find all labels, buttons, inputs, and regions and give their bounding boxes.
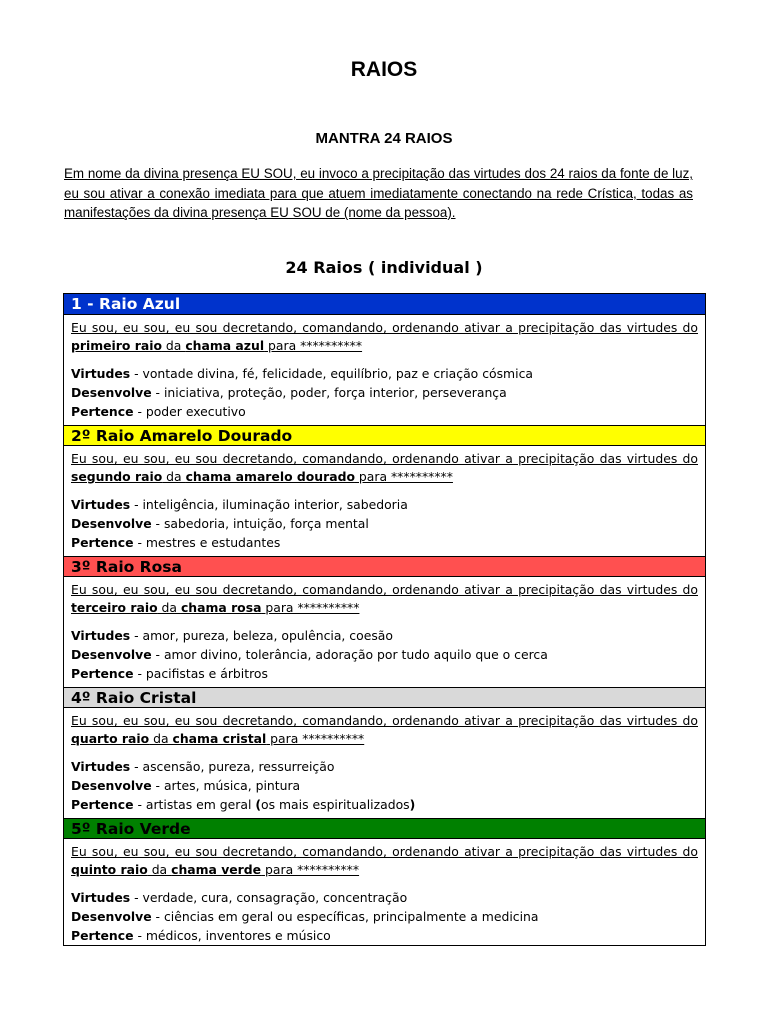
flame-name: chama cristal	[172, 731, 267, 746]
decree-suffix: para **********	[264, 338, 363, 353]
decree-suffix: para **********	[354, 469, 453, 484]
virtudes-value: inteligência, iluminação interior, sabedoria	[142, 497, 408, 512]
sep: -	[130, 890, 143, 905]
decree-mid: da	[162, 469, 186, 484]
pertence-label: Pertence	[71, 928, 134, 943]
ray-body	[64, 577, 705, 687]
virtudes-value: amor, pureza, beleza, opulência, coesão	[142, 628, 393, 643]
sep: -	[130, 366, 143, 381]
pertence-line	[71, 402, 698, 421]
decree-prefix: Eu sou, eu sou, eu sou decretando, comandando, ordenando ativar a precipitação das virtudes do	[71, 582, 698, 597]
pertence-value: poder executivo	[145, 404, 246, 419]
ray-header: 4º Raio Cristal	[64, 687, 705, 708]
paren-close: )	[409, 797, 416, 812]
desenvolve-value: ciências em geral ou específicas, principalmente a medicina	[163, 909, 539, 924]
flame-name: chama verde	[171, 862, 262, 877]
ray-decree	[71, 450, 698, 486]
desenvolve-value: sabedoria, intuição, força mental	[163, 516, 369, 531]
desenvolve-label: Desenvolve	[71, 385, 152, 400]
sep: -	[130, 628, 143, 643]
virtudes-label: Virtudes	[71, 628, 131, 643]
virtudes-label: Virtudes	[71, 366, 131, 381]
decree-suffix: para **********	[261, 600, 360, 615]
pertence-line	[71, 664, 698, 683]
desenvolve-value: artes, música, pintura	[163, 778, 301, 793]
flame-name: chama rosa	[180, 600, 262, 615]
ray-name: quarto raio	[71, 731, 150, 746]
flame-name: chama amarelo dourado	[185, 469, 355, 484]
flame-name: chama azul	[185, 338, 265, 353]
decree-mid: da	[147, 862, 172, 877]
decree-mid: da	[157, 600, 181, 615]
page-title: RAIOS	[350, 58, 418, 81]
pertence-line	[71, 533, 698, 552]
section-title: 24 Raios ( individual )	[285, 258, 483, 277]
ray-header: 2º Raio Amarelo Dourado	[64, 425, 705, 446]
decree-prefix: Eu sou, eu sou, eu sou decretando, comandando, ordenando ativar a precipitação das virtudes do	[71, 320, 698, 335]
sep: -	[151, 909, 164, 924]
desenvolve-value: iniciativa, proteção, poder, força interior, perseverança	[163, 385, 507, 400]
sep: -	[151, 647, 164, 662]
ray-name: terceiro raio	[71, 600, 158, 615]
decree-prefix: Eu sou, eu sou, eu sou decretando, comandando, ordenando ativar a precipitação das virtudes do	[71, 713, 698, 728]
paren-open: (	[255, 797, 262, 812]
virtudes-label: Virtudes	[71, 759, 131, 774]
ray-decree	[71, 581, 698, 617]
ray-decree	[71, 712, 698, 748]
pertence-label: Pertence	[71, 797, 134, 812]
ray-body	[64, 315, 705, 425]
sep: -	[130, 759, 143, 774]
ray-properties	[71, 626, 698, 683]
desenvolve-line	[71, 645, 698, 664]
ray-header: 5º Raio Verde	[64, 818, 705, 839]
desenvolve-line	[71, 907, 698, 926]
pertence-value: pacifistas e árbitros	[145, 666, 268, 681]
sep: -	[133, 535, 146, 550]
desenvolve-label: Desenvolve	[71, 778, 152, 793]
sep: -	[151, 516, 164, 531]
desenvolve-line	[71, 776, 698, 795]
virtudes-line	[71, 888, 698, 907]
ray-body	[64, 446, 705, 556]
decree-suffix: para **********	[266, 731, 365, 746]
virtudes-line	[71, 757, 698, 776]
decree-prefix: Eu sou, eu sou, eu sou decretando, comandando, ordenando ativar a precipitação das virtudes do	[71, 451, 698, 466]
desenvolve-label: Desenvolve	[71, 647, 152, 662]
desenvolve-label: Desenvolve	[71, 909, 152, 924]
ray-properties	[71, 364, 698, 421]
pertence-line	[71, 795, 698, 814]
virtudes-value: ascensão, pureza, ressurreição	[142, 759, 335, 774]
ray-name: segundo raio	[71, 469, 163, 484]
sep: -	[133, 797, 146, 812]
ray-name: primeiro raio	[71, 338, 162, 353]
pertence-line	[71, 926, 698, 945]
rays-table	[63, 293, 706, 946]
virtudes-label: Virtudes	[71, 497, 131, 512]
virtudes-value: verdade, cura, consagração, concentração	[142, 890, 408, 905]
ray-body	[64, 708, 705, 818]
decree-suffix: para **********	[261, 862, 360, 877]
sep: -	[151, 778, 164, 793]
virtudes-value: vontade divina, fé, felicidade, equilíbrio, paz e criação cósmica	[142, 366, 533, 381]
decree-mid: da	[149, 731, 173, 746]
sep: -	[130, 497, 143, 512]
pertence-label: Pertence	[71, 404, 134, 419]
ray-decree	[71, 843, 698, 879]
virtudes-line	[71, 626, 698, 645]
pertence-label: Pertence	[71, 666, 134, 681]
ray-properties	[71, 495, 698, 552]
desenvolve-value: amor divino, tolerância, adoração por tudo aquilo que o cerca	[163, 647, 548, 662]
sep: -	[133, 404, 146, 419]
pertence-value: mestres e estudantes	[145, 535, 281, 550]
pertence-note: os mais espiritualizados	[261, 797, 410, 812]
sep: -	[151, 385, 164, 400]
desenvolve-line	[71, 514, 698, 533]
ray-decree	[71, 319, 698, 355]
ray-header: 3º Raio Rosa	[64, 556, 705, 577]
virtudes-line	[71, 495, 698, 514]
pertence-value: médicos, inventores e músico	[145, 928, 331, 943]
decree-prefix: Eu sou, eu sou, eu sou decretando, comandando, ordenando ativar a precipitação das virtudes do	[71, 844, 698, 859]
pertence-label: Pertence	[71, 535, 134, 550]
desenvolve-label: Desenvolve	[71, 516, 152, 531]
pertence-value: artistas em geral	[145, 797, 256, 812]
ray-properties	[71, 757, 698, 814]
ray-properties	[71, 888, 698, 945]
virtudes-line	[71, 364, 698, 383]
desenvolve-line	[71, 383, 698, 402]
sep: -	[133, 666, 146, 681]
ray-name: quinto raio	[71, 862, 148, 877]
decree-mid: da	[161, 338, 186, 353]
mantra-title: MANTRA 24 RAIOS	[315, 130, 453, 147]
ray-body	[64, 839, 705, 945]
ray-header: 1 - Raio Azul	[64, 294, 705, 315]
virtudes-label: Virtudes	[71, 890, 131, 905]
sep: -	[133, 928, 146, 943]
mantra-intro-paragraph: Em nome da divina presença EU SOU, eu invoco a precipitação das virtudes dos 24 raios da fonte de luz, eu sou ativar a conexão imediata para que atuem imediatamente conectando na rede Crística, todas as manifestações da divina presença EU SOU de (nome da pessoa).	[64, 166, 693, 220]
